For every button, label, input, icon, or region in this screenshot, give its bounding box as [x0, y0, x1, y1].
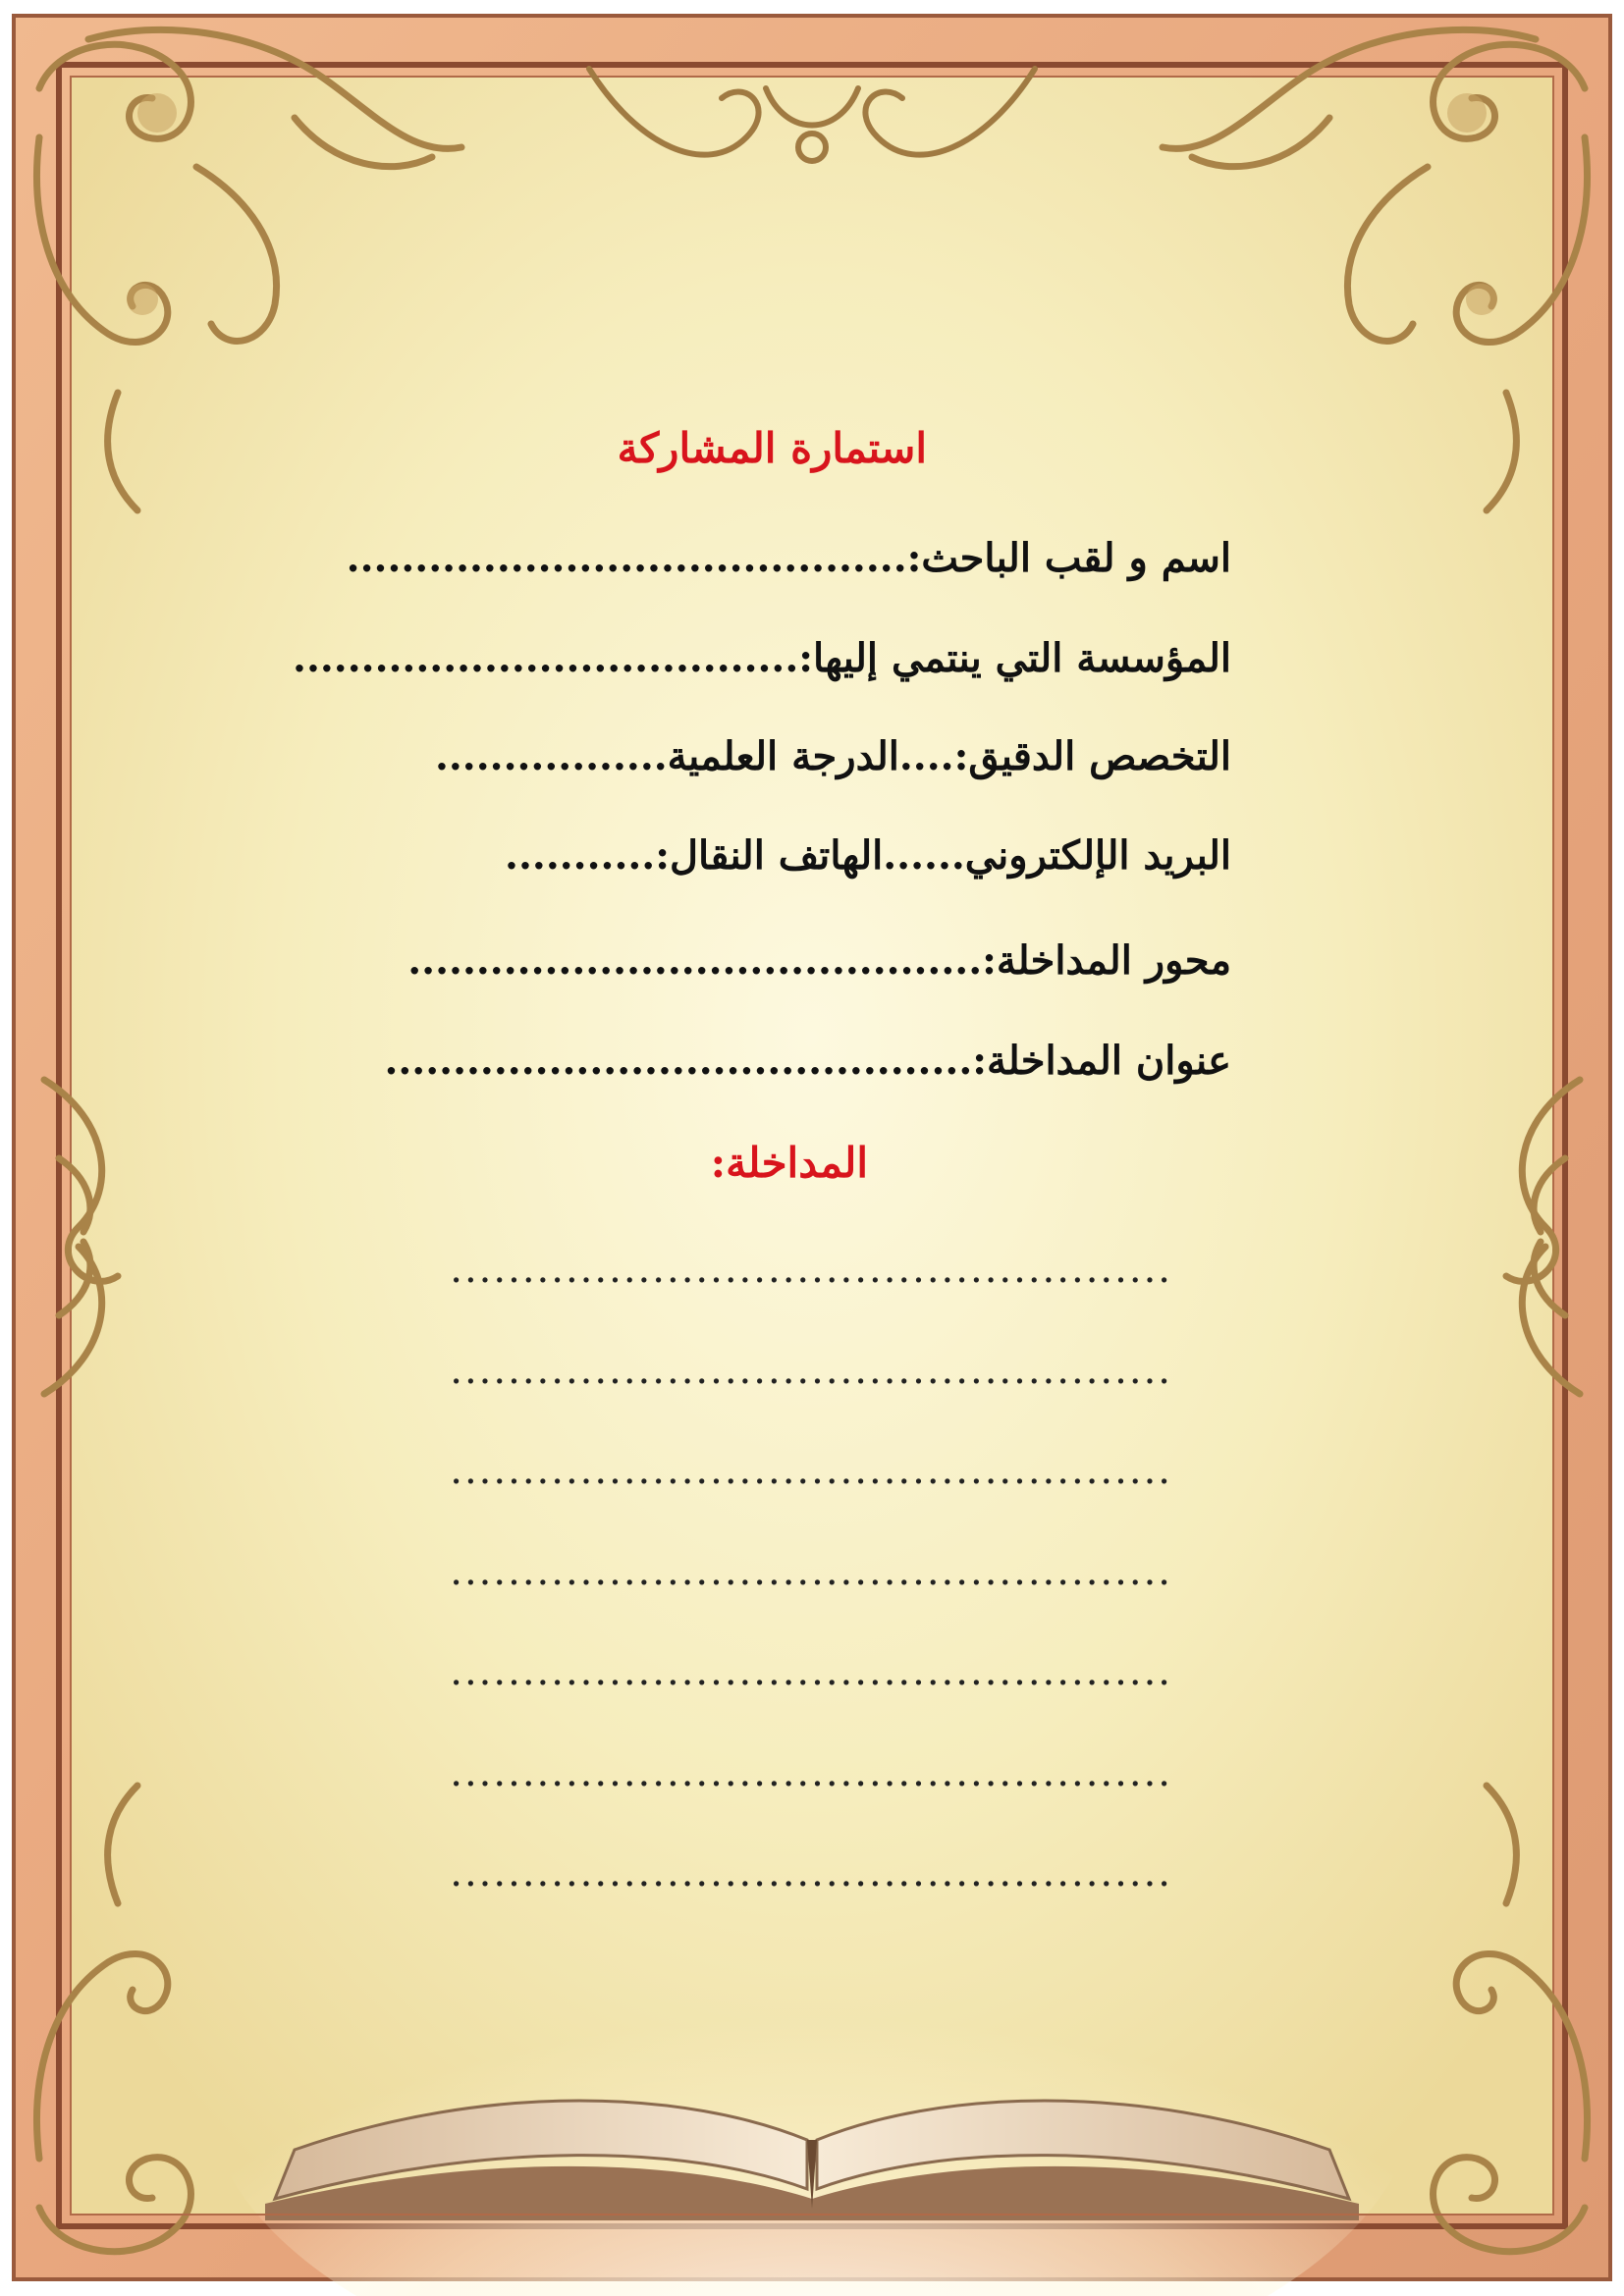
- specialization-degree-field: التخصص الدقيق:....الدرجة العلمية.................: [434, 733, 1231, 779]
- blank-line: ..................................................: [450, 1348, 1172, 1393]
- email-phone-field: البريد الإلكتروني......الهاتف النقال:...........: [505, 832, 1231, 879]
- blank-line: ..................................................: [450, 1247, 1172, 1292]
- institution-field: المؤسسة التي ينتمي إليها:.....................................: [293, 635, 1231, 681]
- form-title: استمارة المشاركة: [617, 424, 927, 472]
- blank-line: ..................................................: [450, 1649, 1172, 1694]
- blank-line: ..................................................: [450, 1549, 1172, 1594]
- blank-line: ..................................................: [450, 1750, 1172, 1795]
- paper-title-field: عنوان المداخلة:...........................................: [384, 1038, 1231, 1084]
- blank-line: ..................................................: [450, 1850, 1172, 1896]
- paper-section-heading: المداخلة:: [710, 1139, 868, 1187]
- blank-line: ..................................................: [450, 1448, 1172, 1493]
- researcher-name-field: اسم و لقب الباحث:.........................................: [346, 535, 1231, 581]
- paper-axis-field: محور المداخلة:..........................................: [407, 937, 1231, 984]
